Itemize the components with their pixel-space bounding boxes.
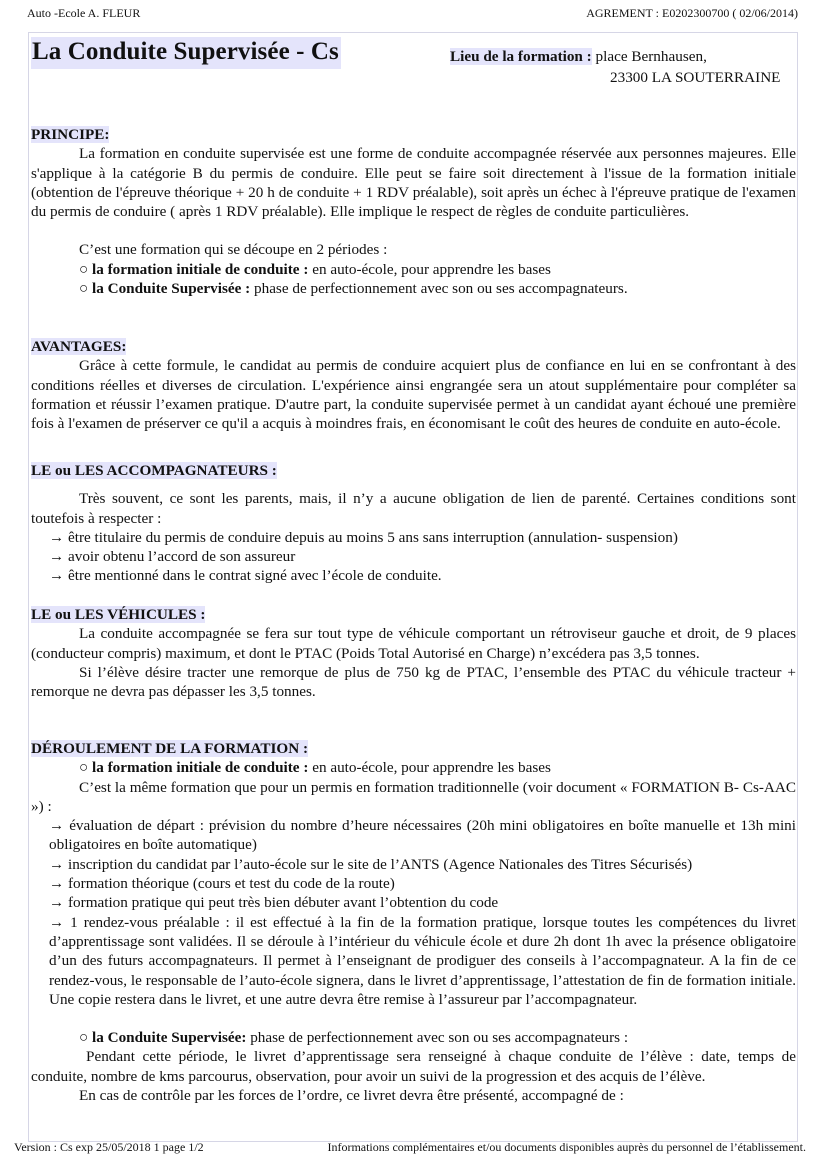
principe-periods-intro: C’est une formation qui se découpe en 2 périodes : (79, 241, 388, 259)
list-item: → 1 rendez-vous préalable : il est effectué à la fin de la formation pratique, lorsque toutes les compétences du livret d’apprentissage sont validées. Il se déroule à l’intérieur du véhicule école et dure 2h dont 1h avec la présence obligatoire d’un des futurs accompagnateurs. Il permet à l’enseignant de prodiguer des conseils à l’accompagnateur. A la fin de ce rendez-vous, le responsable de l’auto-école signera, dans le livret d’apprentissage, l’attestation de fin de formation initiale. Une copie restera dans le livret, et une autre devra être remise à l’assureur par l’accompagnateur. (49, 913, 796, 1008)
deroulement-paragraph-1: C’est la même formation que pour un permis en formation traditionnelle (voir document « FORMATION B- Cs-AAC ») : (31, 778, 796, 815)
footer-left: Version : Cs exp 25/05/2018 1 page 1/2 (14, 1140, 204, 1154)
list-item: → être titulaire du permis de conduire depuis au moins 5 ans sans interruption (annulation- suspension) (49, 528, 678, 546)
section-principe (31, 125, 796, 298)
footer-right: Informations complémentaires et/ou documents disponibles auprès du personnel de l’établissement. (327, 1140, 806, 1154)
arrow-icon: → (49, 567, 65, 585)
heading-accompagnateurs: LE ou LES ACCOMPAGNATEURS : (31, 462, 277, 479)
lieu-line2: 23300 LA SOUTERRAINE (610, 69, 781, 86)
principe-paragraph: La formation en conduite supervisée est une forme de conduite accompagnée réservée aux personnes majeures. Elle s'applique à la catégorie B du permis de conduire. Elle peut se faire soit directement à l'issue de la formation initiale (obtention de l'épreuve théorique + 20 h de conduite + 1 RDV préalable), soit après un échec à l'épreuve pratique de l'examen du permis de conduire ( après 1 RDV préalable). Elle implique le respect de règles de conduite particulières. (31, 145, 796, 221)
lieu-block (450, 46, 780, 88)
heading-deroulement: DÉROULEMENT DE LA FORMATION : (31, 740, 309, 757)
page-title: La Conduite Supervisée - Cs (31, 37, 341, 69)
lieu-label: Lieu de la formation : (450, 48, 592, 65)
heading-principe: PRINCIPE: (31, 126, 110, 143)
heading-vehicules: LE ou LES VÉHICULES : (31, 606, 206, 623)
list-item: → évaluation de départ : prévision du nombre d’heure nécessaires (20h mini obligatoires en boîte manuelle et 13h mini obligatoires en boîte automatique) (49, 817, 797, 854)
list-item: → formation théorique (cours et test du code de la route) (49, 875, 395, 893)
lieu-line1: place Bernhausen, (595, 48, 707, 65)
list-item: → formation pratique qui peut très bien débuter avant l’obtention du code (49, 894, 499, 912)
circle-bullet-icon: ○ (79, 759, 89, 777)
heading-avantages: AVANTAGES: (31, 338, 127, 355)
arrow-icon: → (49, 913, 65, 931)
list-item: → avoir obtenu l’accord de son assureur (49, 548, 296, 566)
arrow-icon: → (49, 548, 65, 566)
section-vehicules (31, 605, 796, 701)
section-deroulement (31, 739, 796, 1105)
arrow-icon: → (49, 817, 65, 835)
arrow-icon: → (49, 528, 65, 546)
deroulement-bullet-1: ○ la formation initiale de conduite : en auto-école, pour apprendre les bases (79, 759, 551, 777)
vehicules-paragraph-1: La conduite accompagnée se fera sur tout type de véhicule comportant un rétroviseur gauche et droit, de 9 places (conducteur compris) maximum, et dont le PTAC (Poids Total Autorisé en Charge) n’excédera pas 3,5 tonnes. (31, 625, 796, 662)
deroulement-bullet-2: ○ la Conduite Supervisée: phase de perfectionnement avec son ou ses accompagnateurs : (79, 1029, 629, 1047)
deroulement-paragraph-3: En cas de contrôle par les forces de l’ordre, ce livret devra être présenté, accompagné de : (79, 1087, 624, 1105)
arrow-icon: → (49, 855, 65, 873)
avantages-paragraph: Grâce à cette formule, le candidat au permis de conduire acquiert plus de confiance en lui en se confrontant à des conditions réelles et diverses de circulation. L'expérience ainsi engrangée sera un atout supplémentaire pour compléter sa formation et réussir l’examen pratique. D'autre part, la conduite supervisée permet à un candidat ayant échoué une première fois à l'examen de préserver ce qu'il a acquis à moindres frais, en économisant le coût des heures de conduite en auto-école. (31, 357, 796, 433)
arrow-icon: → (49, 875, 65, 893)
deroulement-paragraph-2: Pendant cette période, le livret d’apprentissage sera renseigné à chaque conduite de l’élève : date, temps de conduite, nombre de kms parcourus, observation, pour avoir un suivi de la progression et des acquis de l’élève. (31, 1048, 796, 1085)
header-right: AGREMENT : E0202300700 ( 02/06/2014) (586, 6, 798, 20)
circle-bullet-icon: ○ (79, 1029, 89, 1047)
circle-bullet-icon: ○ (79, 280, 89, 298)
principe-bullet-1: ○ la formation initiale de conduite : en auto-école, pour apprendre les bases (79, 260, 551, 278)
vehicules-paragraph-2: Si l’élève désire tracter une remorque de plus de 750 kg de PTAC, l’ensemble des PTAC du véhicule tracteur + remorque ne devra pas dépasser les 3,5 tonnes. (31, 663, 796, 701)
principe-bullet-2: ○ la Conduite Supervisée : phase de perfectionnement avec son ou ses accompagnateurs. (79, 280, 628, 298)
list-item: → inscription du candidat par l’auto-école sur le site de l’ANTS (Agence Nationales des Titres Sécurisés) (49, 855, 693, 873)
circle-bullet-icon: ○ (79, 260, 89, 278)
list-item: → être mentionné dans le contrat signé avec l’école de conduite. (49, 567, 442, 585)
accompagnateurs-paragraph: Très souvent, ce sont les parents, mais, il n’y a aucune obligation de lien de parenté. Certaines conditions sont toutefois à respecter : (31, 490, 796, 527)
arrow-icon: → (49, 894, 65, 912)
section-accompagnateurs (31, 461, 796, 586)
section-avantages (31, 337, 796, 433)
header-left: Auto -Ecole A. FLEUR (27, 6, 141, 20)
